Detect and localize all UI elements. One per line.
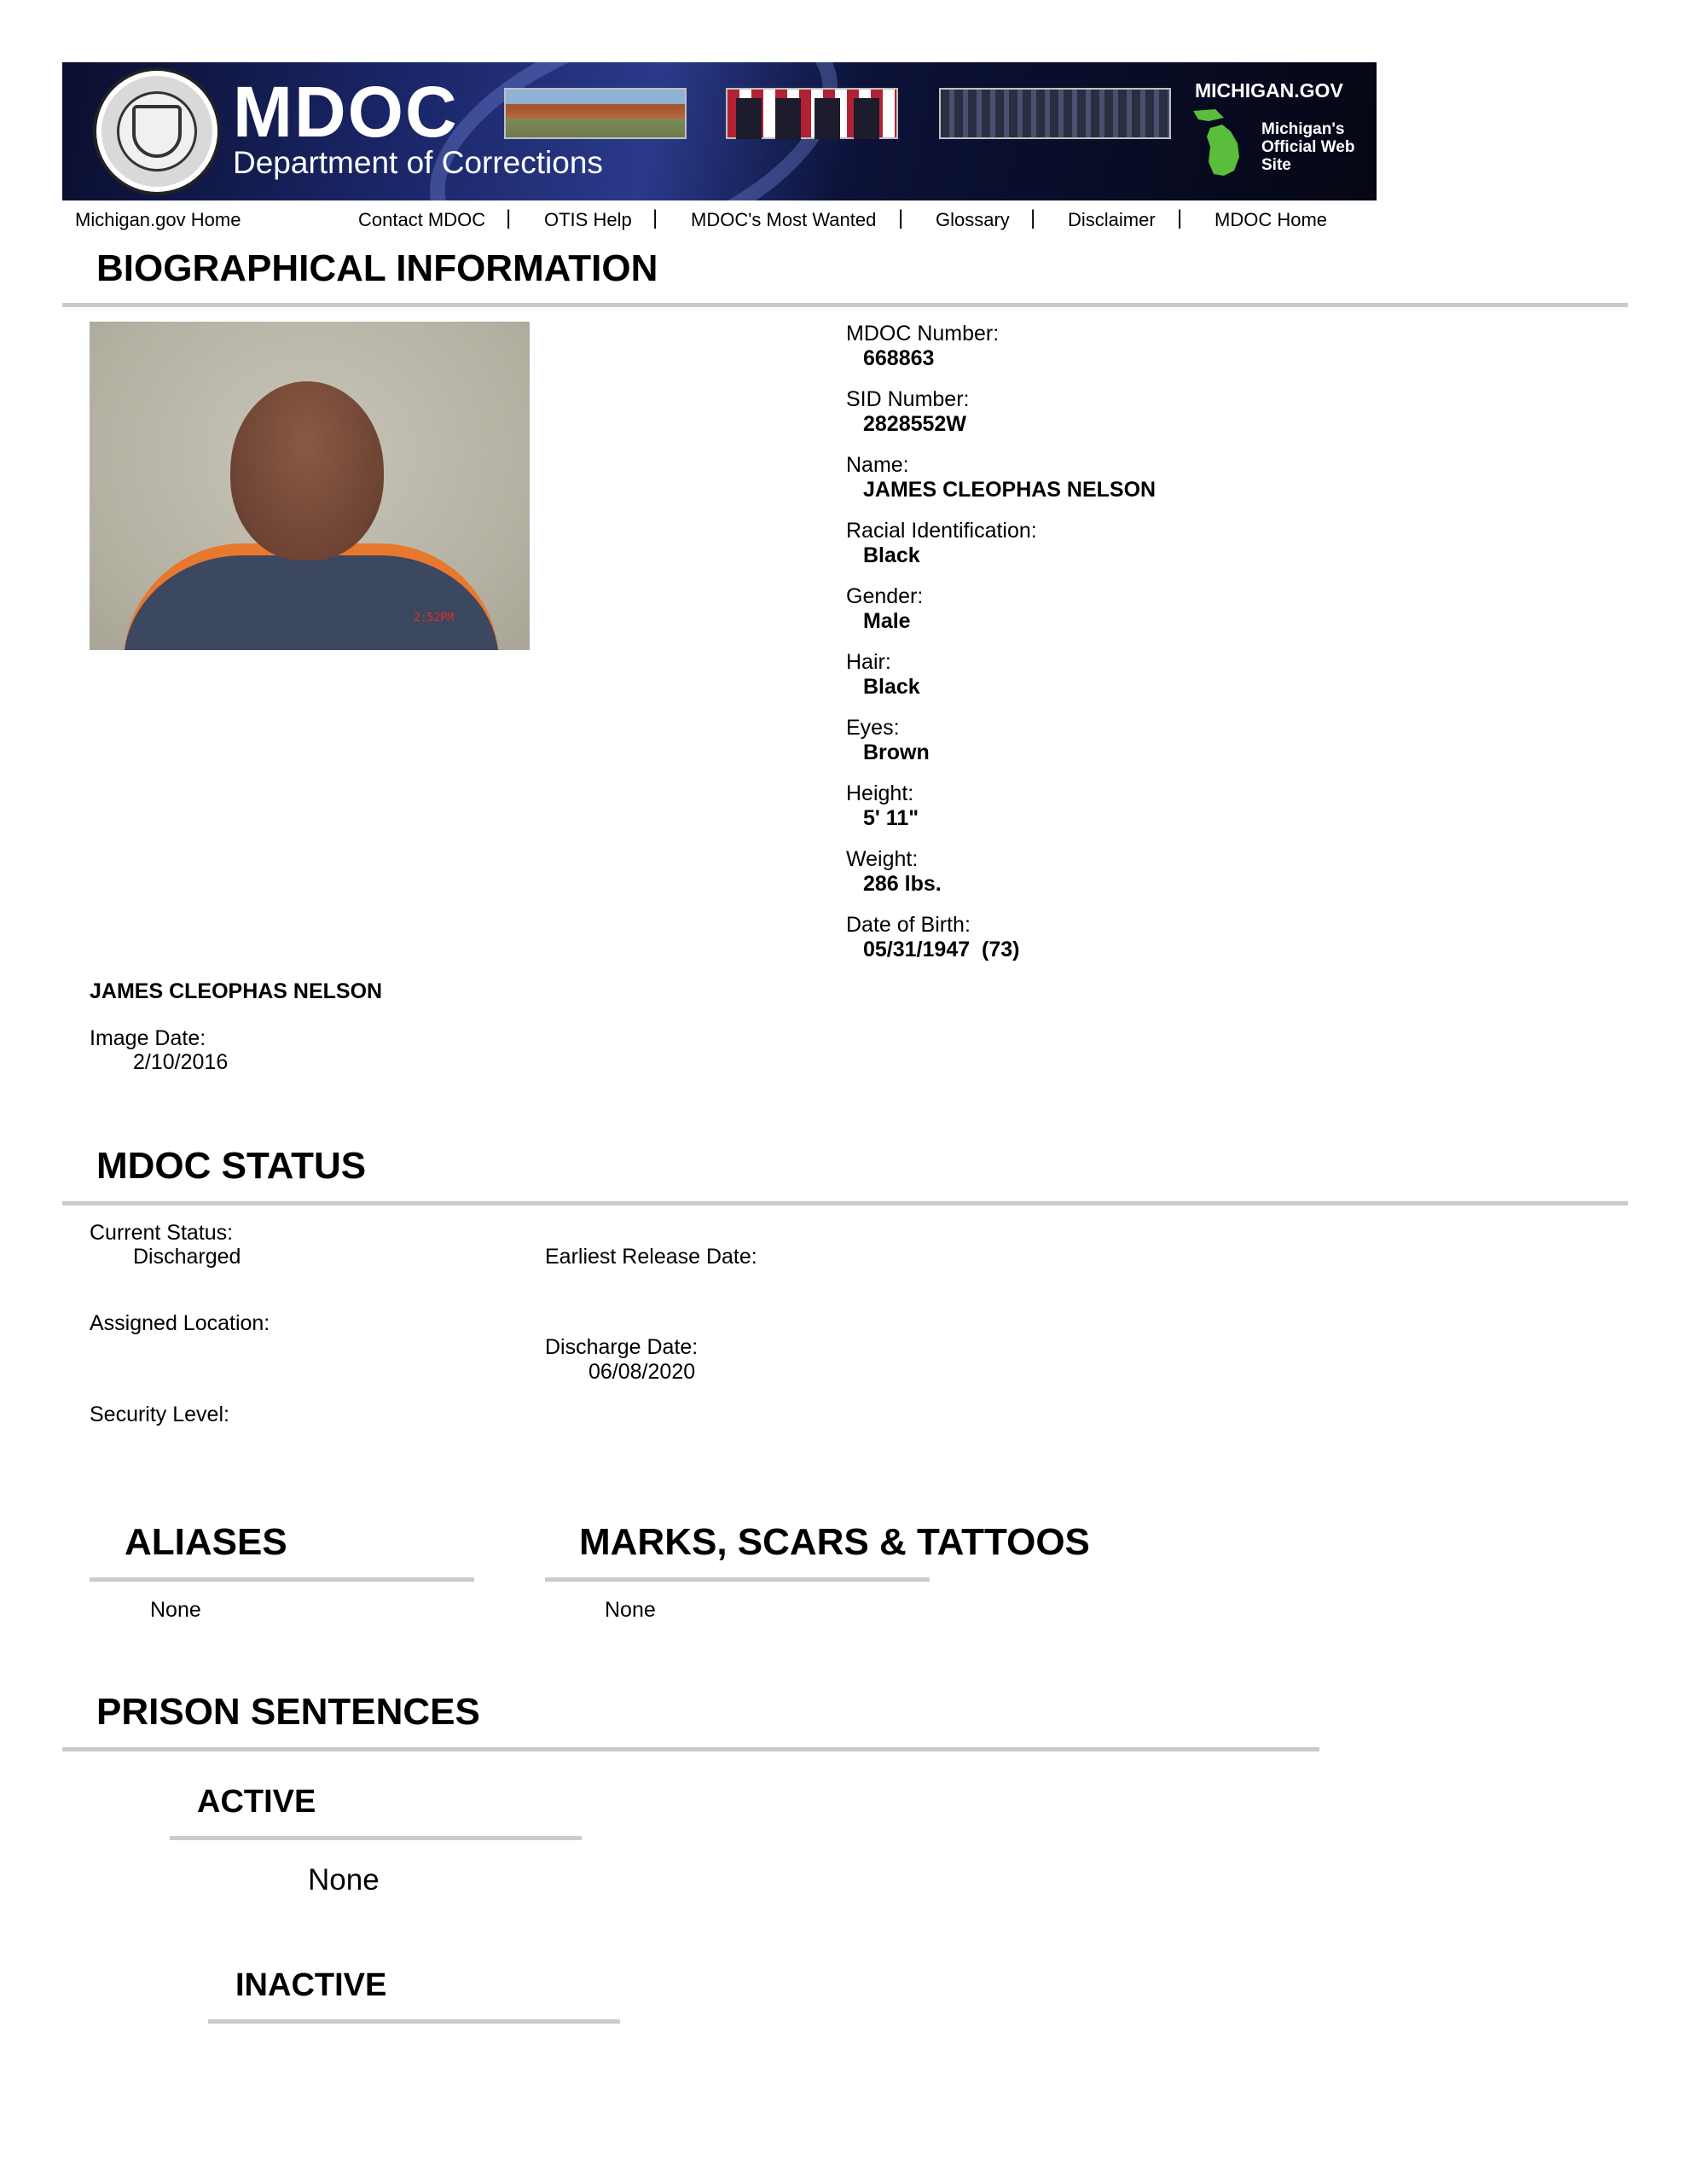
department-seal-logo xyxy=(96,71,217,192)
michigan-gov-link[interactable]: MICHIGAN.GOV xyxy=(1195,79,1343,102)
weight-label: Weight: xyxy=(846,847,919,871)
mdoc-number-value: 668863 xyxy=(863,346,935,370)
security-level-label: Security Level: xyxy=(90,1403,229,1426)
sentences-divider xyxy=(62,1747,1319,1751)
aliases-heading: ALIASES xyxy=(125,1521,287,1563)
officers-flag-photo xyxy=(726,88,898,139)
nav-separator: | xyxy=(506,206,512,229)
nav-contact-mdoc[interactable]: Contact MDOC xyxy=(358,209,486,230)
dob-value: 05/31/1947 (73) xyxy=(863,938,1020,961)
sid-number-value: 2828552W xyxy=(863,412,966,436)
aliases-value: None xyxy=(150,1598,201,1622)
nav-separator: | xyxy=(1030,206,1036,229)
discharge-date-label: Discharge Date: xyxy=(545,1335,699,1359)
bio-divider xyxy=(62,303,1628,307)
aliases-divider xyxy=(90,1577,474,1582)
assigned-location-label: Assigned Location: xyxy=(90,1311,270,1335)
status-divider xyxy=(62,1201,1628,1205)
gender-value: Male xyxy=(863,609,911,633)
nav-separator: | xyxy=(652,206,658,229)
earliest-release-label: Earliest Release Date: xyxy=(545,1245,757,1269)
nav-separator: | xyxy=(898,206,904,229)
weight-value: 286 lbs. xyxy=(863,872,942,896)
marks-divider xyxy=(545,1577,930,1582)
seal-shield-icon xyxy=(132,105,182,158)
facility-photo xyxy=(504,88,687,139)
marks-heading: MARKS, SCARS & TATTOOS xyxy=(579,1521,1090,1563)
gender-label: Gender: xyxy=(846,584,924,608)
image-date-label: Image Date: xyxy=(90,1026,206,1050)
bio-heading: BIOGRAPHICAL INFORMATION xyxy=(96,247,658,289)
current-status-label: Current Status: xyxy=(90,1221,234,1245)
michigan-map-icon xyxy=(1190,109,1243,177)
nav-most-wanted[interactable]: MDOC's Most Wanted xyxy=(691,209,877,230)
status-heading: MDOC STATUS xyxy=(96,1145,367,1187)
mdoc-banner[interactable] xyxy=(62,62,1377,200)
sentences-heading: PRISON SENTENCES xyxy=(96,1691,480,1733)
name-label: Name: xyxy=(846,453,909,477)
nav-disclaimer[interactable]: Disclaimer xyxy=(1068,209,1156,230)
marks-value: None xyxy=(605,1598,656,1622)
dob-label: Date of Birth: xyxy=(846,913,971,937)
hair-label: Hair: xyxy=(846,650,891,674)
inactive-divider xyxy=(208,2019,620,2024)
height-value: 5' 11" xyxy=(863,806,919,830)
sid-number-label: SID Number: xyxy=(846,387,970,411)
active-value: None xyxy=(308,1863,380,1896)
inmate-photo xyxy=(90,322,530,650)
nav-otis-help[interactable]: OTIS Help xyxy=(544,209,632,230)
image-date-value: 2/10/2016 xyxy=(133,1050,229,1074)
active-heading: ACTIVE xyxy=(197,1784,316,1820)
nav-separator: | xyxy=(1177,206,1183,229)
officers-group-photo xyxy=(939,88,1171,139)
nav-glossary[interactable]: Glossary xyxy=(936,209,1010,230)
photo-timestamp: 2:52PM xyxy=(414,612,454,624)
race-value: Black xyxy=(863,543,920,567)
height-label: Height: xyxy=(846,781,914,805)
race-label: Racial Identification: xyxy=(846,519,1037,543)
nav-mdoc-home[interactable]: MDOC Home xyxy=(1215,209,1328,230)
active-divider xyxy=(170,1836,582,1840)
officers-figures xyxy=(736,98,890,139)
logo-text: MDOC xyxy=(233,72,459,152)
eyes-label: Eyes: xyxy=(846,716,900,740)
eyes-value: Brown xyxy=(863,741,930,764)
current-status-value: Discharged xyxy=(133,1245,241,1269)
hair-value: Black xyxy=(863,675,920,699)
michigan-tagline: Michigan's Official Web Site xyxy=(1261,120,1355,174)
name-value: JAMES CLEOPHAS NELSON xyxy=(863,478,1157,502)
nav-michigan-gov-home[interactable]: Michigan.gov Home xyxy=(75,209,241,230)
photo-caption-name: JAMES CLEOPHAS NELSON xyxy=(90,979,383,1003)
mdoc-number-label: MDOC Number: xyxy=(846,322,1000,346)
department-name: Department of Corrections xyxy=(233,145,603,180)
discharge-date-value: 06/08/2020 xyxy=(588,1360,696,1384)
inactive-heading: INACTIVE xyxy=(235,1967,387,2003)
photo-head xyxy=(230,381,384,561)
